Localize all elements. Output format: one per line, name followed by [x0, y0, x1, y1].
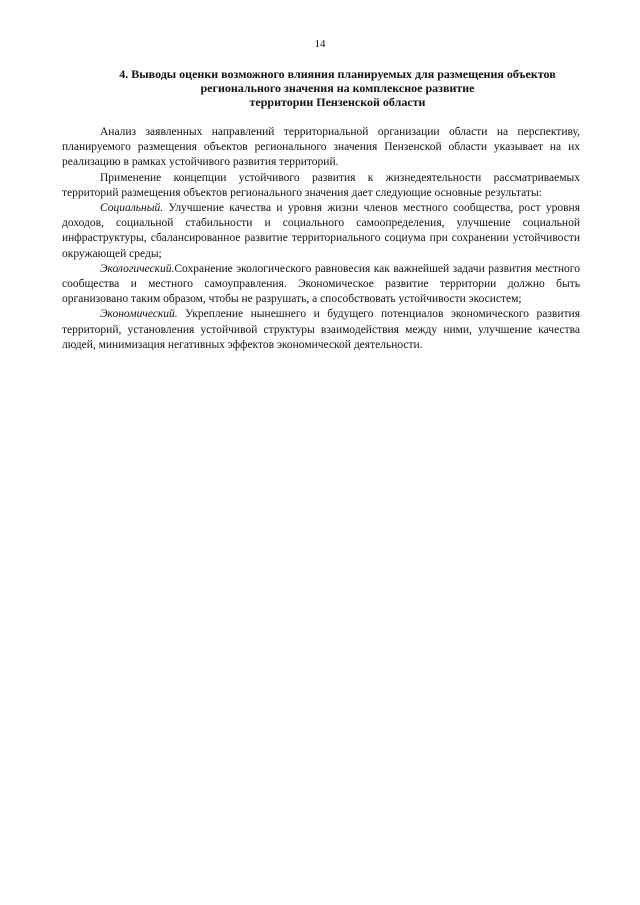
- paragraph-application: Применение концепции устойчивого развития к жизнедеятельности рассматриваемых территорий размещения объектов регионального значения дает следующие основные результаты:: [62, 171, 580, 199]
- economic-lead: Экономический.: [100, 308, 178, 321]
- heading-line-3: территории Пензенской области: [249, 95, 426, 109]
- heading-line-2: регионального значения на комплексное развитие: [200, 81, 475, 95]
- ecological-lead: Экологический.: [100, 262, 175, 275]
- page-number: 14: [314, 38, 326, 50]
- body-text: [62, 125, 580, 353]
- paragraph-economic: [62, 307, 580, 353]
- heading-line-1: 4. Выводы оценки возможного влияния планируемых для размещения объектов: [119, 67, 556, 81]
- social-text: Улучшение качества и уровня жизни членов местного сообщества, рост уровня доходов, социальной стабильности и социального самоопределения, улучшение социальной инфраструктуры, сбалансированное развитие территориального социума при сохранении устойчивости окружающей среды;: [62, 202, 580, 260]
- social-lead: Социальный.: [100, 202, 164, 215]
- section-heading: [90, 67, 585, 109]
- ecological-text: Сохранение экологического равновесия как важнейшей задачи развития местного сообщества и местного самоуправления. Экономическое развитие территории должно быть организовано таким образом, чтобы не разрушать, а способствовать устойчивости экосистем;: [62, 262, 580, 306]
- paragraph-social: [62, 201, 580, 262]
- paragraph-intro: Анализ заявленных направлений территориальной организации области на перспективу, планируемого размещения объектов регионального значения Пензенской области указывает на их реализацию в рамках устойчивого развития территорий.: [62, 126, 580, 169]
- paragraph-ecological: [62, 262, 580, 308]
- economic-text: Укрепление нынешнего и будущего потенциалов экономического развития территорий, установления устойчивой структуры взаимодействия между ними, улучшение качества людей, минимизация негативных эффектов экономической деятельности.: [62, 308, 580, 351]
